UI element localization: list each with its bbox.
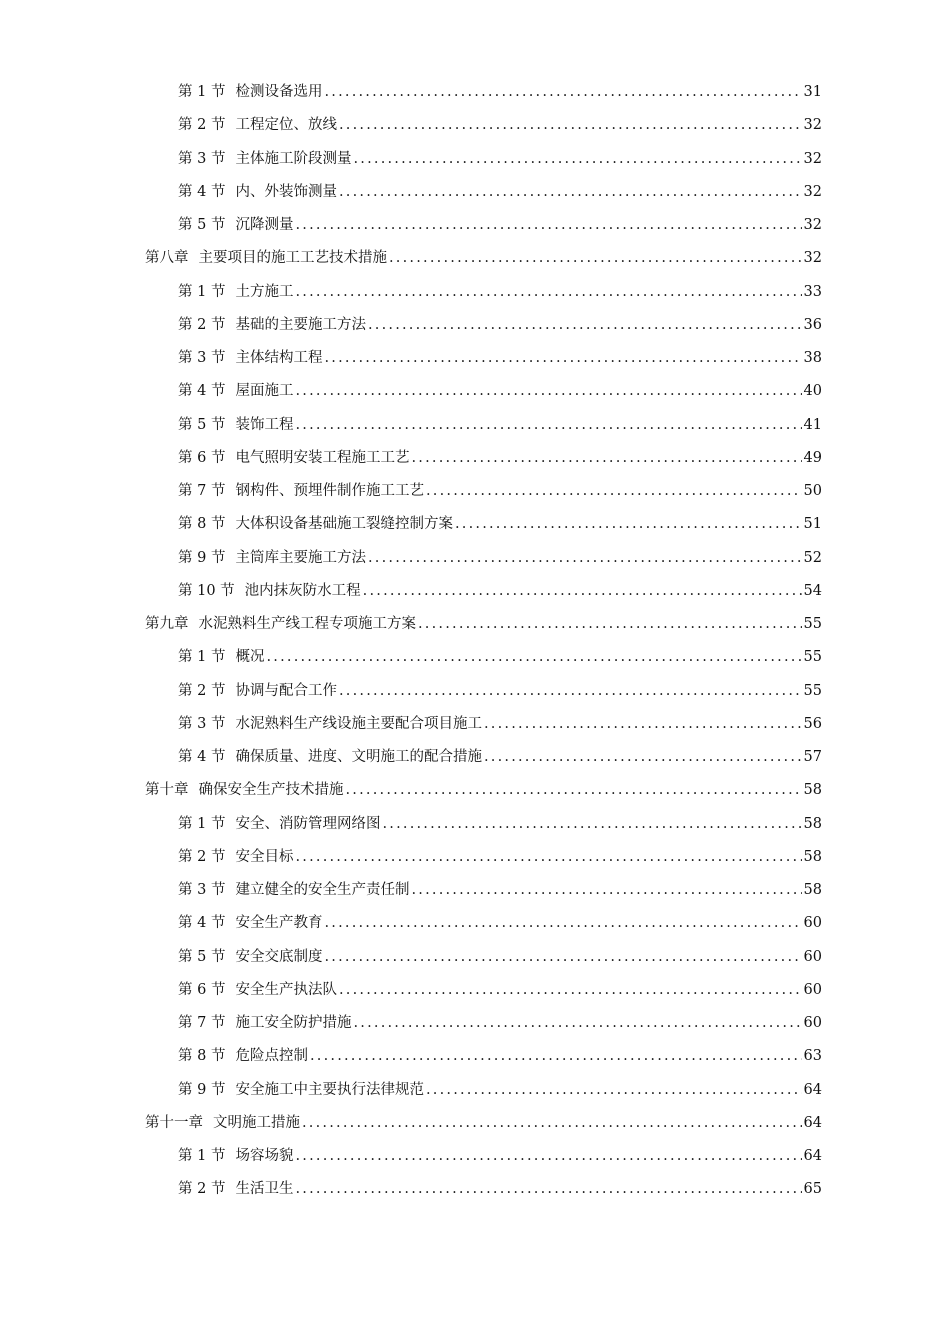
toc-section-entry[interactable] <box>145 1040 822 1073</box>
toc-entry-title: 钢构件、预埋件制作施工工艺 <box>235 483 424 499</box>
toc-leader-dots <box>382 808 801 841</box>
toc-entry-title: 文明施工措施 <box>213 1114 300 1131</box>
toc-section-entry[interactable] <box>145 808 822 841</box>
toc-entry-page: 63 <box>803 1048 822 1065</box>
toc-entry-number: 第九章 <box>145 616 189 632</box>
toc-entry-label <box>145 608 416 641</box>
toc-entry-number: 第 3 节 <box>178 715 226 732</box>
toc-leader-dots <box>324 342 801 375</box>
toc-entry-page: 54 <box>803 582 822 599</box>
toc-entry-number: 第 4 节 <box>178 749 226 765</box>
toc-leader-dots <box>324 907 801 940</box>
toc-entry-page: 49 <box>803 449 822 466</box>
toc-entry-title: 概况 <box>235 649 265 666</box>
toc-entry-label <box>178 641 264 674</box>
toc-entry-label <box>178 941 322 974</box>
toc-leader-dots <box>418 608 802 641</box>
toc-leader-dots <box>411 874 801 907</box>
toc-entry-page: 56 <box>803 715 822 732</box>
toc-entry-title: 水泥熟料生产线工程专项施工方案 <box>198 616 416 632</box>
toc-entry-title: 确保安全生产技术措施 <box>198 782 344 799</box>
toc-entry-number: 第 5 节 <box>178 948 226 965</box>
toc-entry-number: 第 1 节 <box>178 283 226 300</box>
toc-entry-number: 第 10 节 <box>178 582 235 599</box>
toc-leader-dots <box>339 675 802 708</box>
toc-section-entry[interactable] <box>145 1140 822 1173</box>
toc-entry-label <box>178 375 293 408</box>
toc-entry-label <box>178 342 322 375</box>
toc-entry-number: 第 5 节 <box>178 416 226 433</box>
toc-entry-page: 55 <box>803 616 822 632</box>
toc-section-entry[interactable] <box>145 442 822 475</box>
toc-entry-page: 31 <box>803 84 822 100</box>
toc-entry-title: 内、外装饰测量 <box>235 183 337 200</box>
toc-section-entry[interactable] <box>145 907 822 940</box>
toc-leader-dots <box>295 1173 801 1206</box>
toc-leader-dots <box>346 774 802 807</box>
toc-entry-label <box>145 774 344 807</box>
toc-entry-title: 主体施工阶段测量 <box>235 150 352 167</box>
toc-entry-page: 32 <box>803 150 822 167</box>
toc-entry-page: 58 <box>803 782 822 799</box>
toc-entry-title: 施工安全防护措施 <box>235 1015 352 1031</box>
toc-leader-dots <box>389 242 802 275</box>
toc-entry-number: 第十章 <box>145 782 189 799</box>
toc-entry-label <box>178 1074 424 1107</box>
toc-entry-title: 安全目标 <box>235 848 294 865</box>
toc-section-entry[interactable] <box>145 741 822 774</box>
toc-entry-number: 第十一章 <box>145 1114 203 1131</box>
toc-entry-title: 基础的主要施工方法 <box>235 316 366 333</box>
toc-entry-page: 32 <box>803 183 822 200</box>
toc-entry-page: 55 <box>803 682 822 699</box>
toc-chapter-entry[interactable] <box>145 242 822 275</box>
toc-entry-number: 第 5 节 <box>178 217 226 233</box>
toc-entry-number: 第 4 节 <box>178 383 226 400</box>
toc-entry-title: 屋面施工 <box>235 383 294 400</box>
toc-entry-page: 60 <box>803 981 822 998</box>
toc-entry-number: 第 3 节 <box>178 882 226 898</box>
toc-section-entry[interactable] <box>145 874 822 907</box>
toc-section-entry[interactable] <box>145 1173 822 1206</box>
toc-entry-label <box>178 1007 351 1040</box>
toc-entry-page: 32 <box>803 217 822 233</box>
toc-entry-label <box>145 242 387 275</box>
toc-entry-number: 第 6 节 <box>178 981 226 998</box>
toc-entry-label <box>178 176 337 209</box>
toc-entry-page: 50 <box>803 483 822 499</box>
toc-entry-label <box>178 442 409 475</box>
toc-leader-dots <box>368 542 802 575</box>
toc-entry-page: 64 <box>803 1114 822 1131</box>
toc-section-entry[interactable] <box>145 176 822 209</box>
toc-section-entry[interactable] <box>145 409 822 442</box>
toc-leader-dots <box>368 309 802 342</box>
toc-section-entry[interactable] <box>145 475 822 508</box>
toc-entry-label <box>178 143 351 176</box>
toc-leader-dots <box>295 841 801 874</box>
toc-entry-label <box>178 708 482 741</box>
toc-entry-page: 65 <box>803 1181 822 1198</box>
toc-entry-title: 大体积设备基础施工裂缝控制方案 <box>235 516 453 533</box>
toc-section-entry[interactable] <box>145 342 822 375</box>
toc-entry-number: 第 1 节 <box>178 649 226 666</box>
toc-entry-page: 51 <box>803 516 822 533</box>
toc-entry-label <box>178 974 337 1007</box>
toc-section-entry[interactable] <box>145 143 822 176</box>
toc-entry-title: 生活卫生 <box>235 1181 294 1198</box>
toc-leader-dots <box>295 409 801 442</box>
toc-leader-dots <box>353 1007 801 1040</box>
toc-section-entry[interactable] <box>145 309 822 342</box>
toc-leader-dots <box>339 974 802 1007</box>
toc-section-entry[interactable] <box>145 209 822 242</box>
toc-section-entry[interactable] <box>145 276 822 309</box>
toc-entry-page: 58 <box>803 848 822 865</box>
toc-leader-dots <box>484 708 802 741</box>
toc-entry-label <box>178 575 361 608</box>
toc-section-entry[interactable] <box>145 1074 822 1107</box>
toc-entry-number: 第 2 节 <box>178 316 226 333</box>
toc-leader-dots <box>324 76 801 109</box>
toc-entry-number: 第 6 节 <box>178 449 226 466</box>
toc-leader-dots <box>295 209 801 242</box>
toc-entry-number: 第 9 节 <box>178 549 226 566</box>
toc-entry-page: 60 <box>803 1015 822 1031</box>
toc-entry-number: 第 7 节 <box>178 1015 226 1031</box>
toc-leader-dots <box>411 442 801 475</box>
toc-section-entry[interactable] <box>145 974 822 1007</box>
toc-entry-number: 第 3 节 <box>178 350 226 366</box>
toc-entry-number: 第八章 <box>145 250 189 267</box>
toc-entry-title: 水泥熟料生产线设施主要配合项目施工 <box>235 715 482 732</box>
toc-entry-page: 64 <box>803 1148 822 1164</box>
toc-entry-page: 38 <box>803 350 822 366</box>
toc-entry-title: 确保质量、进度、文明施工的配合措施 <box>235 749 482 765</box>
toc-entry-title: 场容场貌 <box>235 1148 294 1164</box>
toc-entry-title: 建立健全的安全生产责任制 <box>235 882 410 898</box>
toc-entry-title: 沉降测量 <box>235 217 294 233</box>
toc-entry-label <box>178 76 322 109</box>
toc-entry-title: 危险点控制 <box>235 1048 308 1065</box>
toc-section-entry[interactable] <box>145 542 822 575</box>
toc-entry-number: 第 1 节 <box>178 815 226 832</box>
toc-section-entry[interactable] <box>145 508 822 541</box>
toc-entry-label <box>178 808 380 841</box>
toc-entry-title: 安全、消防管理网络图 <box>235 815 381 832</box>
toc-entry-title: 检测设备选用 <box>235 84 323 100</box>
toc-entry-title: 主筒库主要施工方法 <box>235 549 366 566</box>
toc-entry-number: 第 2 节 <box>178 848 226 865</box>
toc-entry-page: 52 <box>803 549 822 566</box>
toc-leader-dots <box>324 941 801 974</box>
toc-entry-number: 第 2 节 <box>178 1181 226 1198</box>
toc-entry-page: 32 <box>803 250 822 267</box>
toc-entry-title: 安全生产教育 <box>235 915 323 932</box>
toc-section-entry[interactable] <box>145 1007 822 1040</box>
toc-entry-number: 第 8 节 <box>178 516 226 533</box>
toc-entry-title: 池内抹灰防水工程 <box>244 582 361 599</box>
toc-entry-number: 第 8 节 <box>178 1048 226 1065</box>
toc-chapter-entry[interactable] <box>145 1107 822 1140</box>
toc-entry-label <box>178 475 424 508</box>
toc-entry-label <box>178 109 337 142</box>
toc-entry-label <box>178 1173 293 1206</box>
toc-section-entry[interactable] <box>145 109 822 142</box>
toc-entry-label <box>178 741 482 774</box>
toc-entry-title: 安全生产执法队 <box>235 981 337 998</box>
toc-leader-dots <box>363 575 802 608</box>
toc-leader-dots <box>339 109 802 142</box>
toc-leader-dots <box>353 143 801 176</box>
toc-entry-number: 第 4 节 <box>178 183 226 200</box>
toc-entry-label <box>178 276 293 309</box>
toc-entry-label <box>178 409 293 442</box>
toc-section-entry[interactable] <box>145 841 822 874</box>
toc-entry-number: 第 7 节 <box>178 483 226 499</box>
toc-entry-label <box>178 1140 293 1173</box>
toc-entry-number: 第 3 节 <box>178 150 226 167</box>
toc-entry-number: 第 4 节 <box>178 915 226 932</box>
toc-entry-title: 主体结构工程 <box>235 350 323 366</box>
toc-entry-title: 安全交底制度 <box>235 948 323 965</box>
toc-entry-label <box>178 542 366 575</box>
toc-entry-page: 55 <box>803 649 822 666</box>
toc-entry-page: 36 <box>803 316 822 333</box>
toc-entry-number: 第 2 节 <box>178 682 226 699</box>
toc-entry-title: 工程定位、放线 <box>235 117 337 134</box>
table-of-contents <box>145 76 822 1207</box>
toc-entry-label <box>178 675 337 708</box>
toc-leader-dots <box>455 508 802 541</box>
toc-section-entry[interactable] <box>145 641 822 674</box>
toc-entry-page: 60 <box>803 948 822 965</box>
toc-entry-label <box>178 907 322 940</box>
toc-entry-page: 32 <box>803 117 822 134</box>
toc-entry-page: 40 <box>803 383 822 400</box>
toc-leader-dots <box>302 1107 802 1140</box>
toc-section-entry[interactable] <box>145 375 822 408</box>
toc-entry-title: 主要项目的施工工艺技术措施 <box>198 250 387 267</box>
toc-entry-label <box>145 1107 300 1140</box>
toc-entry-page: 58 <box>803 882 822 898</box>
toc-entry-title: 安全施工中主要执行法律规范 <box>235 1081 424 1098</box>
toc-entry-title: 协调与配合工作 <box>235 682 337 699</box>
toc-entry-label <box>178 1040 308 1073</box>
toc-entry-label <box>178 508 453 541</box>
toc-section-entry[interactable] <box>145 675 822 708</box>
toc-entry-label <box>178 874 409 907</box>
toc-chapter-entry[interactable] <box>145 608 822 641</box>
toc-leader-dots <box>310 1040 802 1073</box>
toc-leader-dots <box>426 1074 802 1107</box>
toc-entry-number: 第 9 节 <box>178 1081 226 1098</box>
toc-entry-page: 64 <box>803 1081 822 1098</box>
toc-entry-number: 第 1 节 <box>178 1148 226 1164</box>
toc-entry-number: 第 1 节 <box>178 84 226 100</box>
toc-section-entry[interactable] <box>145 575 822 608</box>
toc-leader-dots <box>426 475 802 508</box>
toc-leader-dots <box>484 741 802 774</box>
toc-leader-dots <box>295 1140 801 1173</box>
toc-entry-label <box>178 209 293 242</box>
toc-entry-title: 电气照明安装工程施工工艺 <box>235 449 410 466</box>
toc-entry-title: 土方施工 <box>235 283 294 300</box>
toc-leader-dots <box>295 276 801 309</box>
toc-leader-dots <box>266 641 801 674</box>
toc-entry-title: 装饰工程 <box>235 416 294 433</box>
toc-entry-page: 57 <box>803 749 822 765</box>
toc-entry-page: 58 <box>803 815 822 832</box>
toc-section-entry[interactable] <box>145 941 822 974</box>
toc-section-entry[interactable] <box>145 76 822 109</box>
toc-section-entry[interactable] <box>145 708 822 741</box>
toc-entry-label <box>178 309 366 342</box>
toc-entry-page: 33 <box>803 283 822 300</box>
toc-entry-page: 41 <box>803 416 822 433</box>
toc-entry-number: 第 2 节 <box>178 117 226 134</box>
toc-entry-page: 60 <box>803 915 822 932</box>
toc-leader-dots <box>295 375 801 408</box>
toc-leader-dots <box>339 176 802 209</box>
toc-chapter-entry[interactable] <box>145 774 822 807</box>
toc-entry-label <box>178 841 293 874</box>
